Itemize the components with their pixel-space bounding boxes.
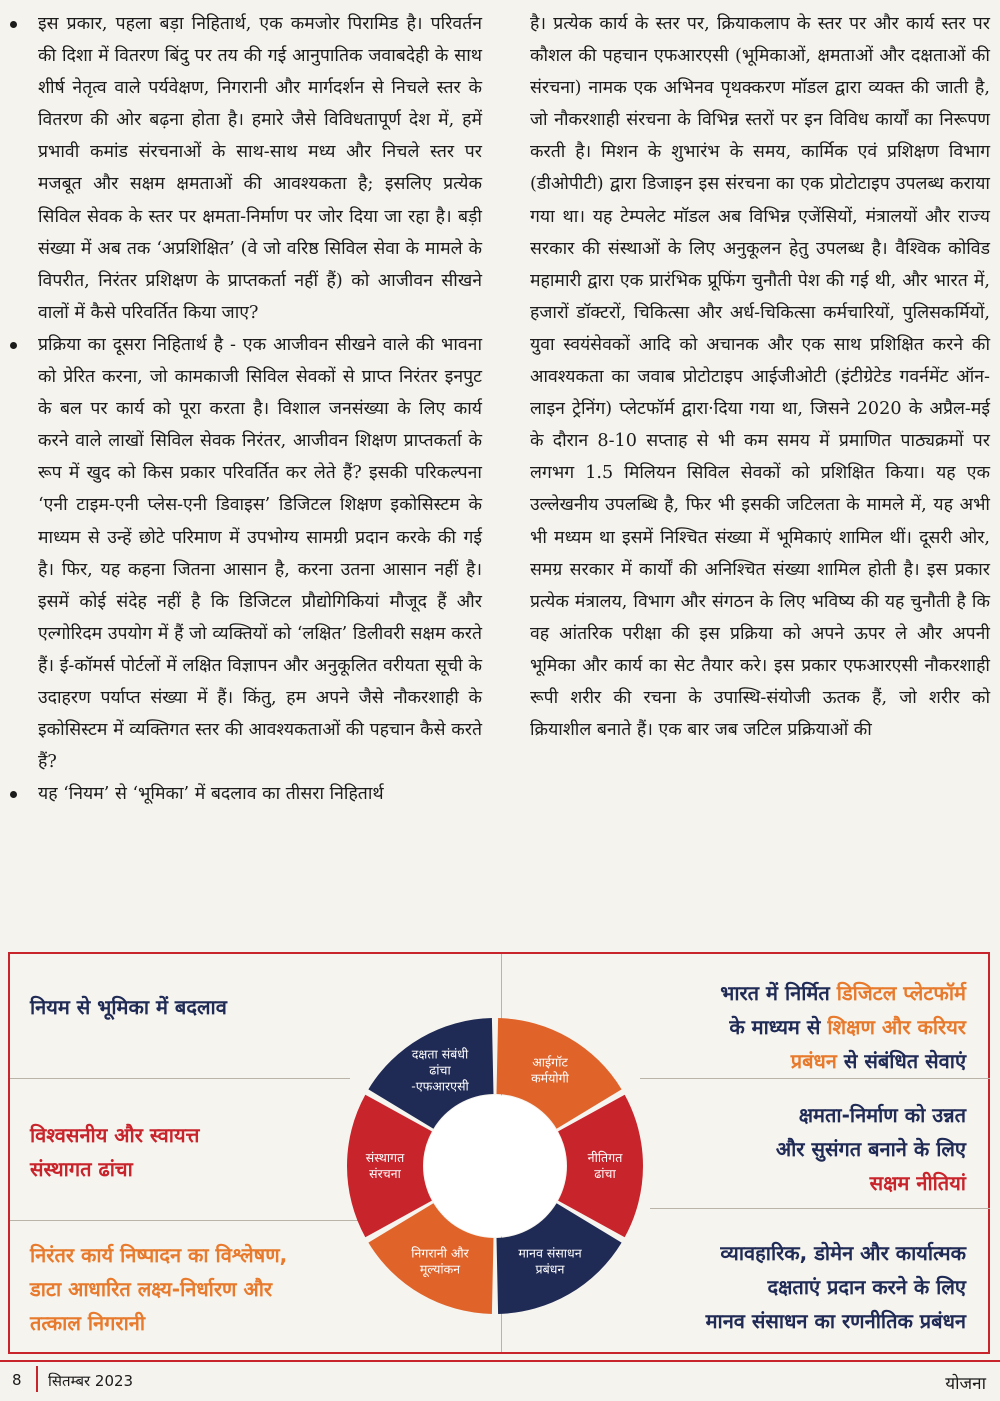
callout-performance-analysis	[30, 1238, 287, 1340]
callout-fragment: शिक्षण और करियर	[827, 1015, 966, 1039]
callout-line: क्षमता-निर्माण को उन्नत	[798, 1103, 966, 1127]
capacity-building-wheel	[345, 1016, 645, 1316]
bullet-dot	[10, 21, 17, 28]
callout-line: तत्काल निगरानी	[30, 1311, 146, 1335]
wheel-label-line: नीतिगत	[587, 1150, 623, 1165]
bullet-3-text: यह ‘नियम’ से ‘भूमिका’ में बदलाव का तीसरा निहितार्थ	[38, 784, 384, 805]
wheel-label-line: कर्मयोगी	[531, 1070, 569, 1086]
left-divider-1	[10, 1078, 350, 1079]
wheel-label-line: संरचना	[369, 1166, 401, 1181]
callout-line: दक्षताएं प्रदान करने के लिए	[767, 1275, 966, 1299]
footer-rule	[0, 1360, 1000, 1362]
callout-line: डाटा आधारित लक्ष्य-निर्धारण और	[30, 1277, 273, 1301]
footer-separator	[36, 1366, 38, 1392]
callout-line: सक्षम नीतियां	[869, 1171, 966, 1195]
wheel-label-line: आईगॉट	[532, 1054, 568, 1070]
callout-enabling-policies	[776, 1098, 966, 1200]
callout-institutional-framework	[30, 1118, 199, 1186]
callout-digital-platform	[720, 976, 966, 1078]
page-number: 8	[12, 1371, 22, 1389]
callout-fragment: प्रबंधन	[790, 1049, 837, 1073]
bullet-paragraph-2	[8, 329, 482, 778]
callout-line: और सुसंगत बनाने के लिए	[775, 1137, 966, 1161]
bullet-1-text: इस प्रकार, पहला बड़ा निहितार्थ, एक कमजोर पिरामिड है। परिवर्तन की दिशा में वितरण बिंदु पर तय की गई आनुपातिक जवाबदेही के साथ शीर्ष नेतृत्व वाले पर्यवेक्षण, निगरानी और मार्गदर्शन से निचले स्तर के वितरण की ओर बढ़ना होता है। हमारे जैसे विविधतापूर्ण देश में, हमें प्रभावी कमांड संरचनाओं के साथ-साथ मध्य और निचले स्तर पर मजबूत और सक्षम क्षमताओं की आवश्यकता है; इसलिए प्रत्येक सिविल सेवक के स्तर पर क्षमता-निर्माण पर जोर दिया जा रहा है। बड़ी संख्या में अब तक ‘अप्रशिक्षित’ (वे जो वरिष्ठ सिविल सेवा के मामले के विपरीत, निरंतर प्रशिक्षण के प्राप्तकर्ता नहीं हैं) को आजीवन सीखने वालों में कैसे परिवर्तित किया जाए?	[38, 14, 482, 323]
wheel-segment-label	[366, 1150, 405, 1181]
right-divider-1	[640, 1078, 990, 1079]
right-column	[530, 8, 990, 746]
callout-fragment: से संबंधित सेवाएं	[836, 1049, 966, 1073]
bullet-dot	[10, 791, 17, 798]
callout-hr-management	[706, 1236, 966, 1338]
wheel-label-line: मूल्यांकन	[419, 1261, 461, 1277]
callout-rule-to-role	[30, 990, 227, 1024]
infographic-box	[8, 952, 990, 1354]
callout-fragment: भारत में निर्मित	[720, 981, 837, 1005]
right-column-text: है। प्रत्येक कार्य के स्तर पर, क्रियाकलाप के स्तर पर और कार्य स्तर पर कौशल की पहचान एफआरएसी (भूमिकाओं, क्षमताओं और दक्षताओं की संरचना) नामक एक अभिनव पृथक्करण मॉडल द्वारा व्यक्त की जाती है, जो नौकरशाही संरचना के विभिन्न स्तरों पर इन विविध कार्यों का निरूपण करती है। मिशन के शुभारंभ के समय, कार्मिक एवं प्रशिक्षण विभाग (डीओपीटी) द्वारा डिजाइन इस संरचना का एक प्रोटोटाइप उपलब्ध कराया गया था। यह टेम्पलेट मॉडल अब विभिन्न एजेंसियों, मंत्रालयों और राज्य सरकार की संस्थाओं के लिए अनुकूलन हेतु उपलब्ध है। वैश्विक कोविड महामारी द्वारा एक प्रारंभिक प्रूफिंग चुनौती पेश की गई थी, और भारत में, हजारों डॉक्टरों, चिकित्सा और अर्ध-चिकित्सा कर्मचारियों, पुलिसकर्मियों, युवा स्वयंसेवकों आदि को अचानक और एक साथ प्रशिक्षित करने की आवश्यकता का जवाब प्रोटोटाइप आईजीओटी (इंटीग्रेटेड गवर्नमेंट ऑन-लाइन ट्रेनिंग) प्लेटफॉर्म द्वारा·दिया गया था, जिसने 2020 के अप्रैल-मई के दौरान 8-10 सप्ताह से भी कम समय में प्रमाणित पाठ्यक्रमों पर लगभग 1.5 मिलियन सिविल सेवकों को प्रशिक्षित किया। यह एक उल्लेखनीय उपलब्धि है, फिर भी इसकी जटिलता के मामले में, यह अभी भी मध्यम था इसमें निश्चित संख्या में भूमिकाएं शामिल थीं। दूसरी ओर, समग्र सरकार में कार्यों की अनिश्चित संख्या शामिल होती है। इस प्रकार प्रत्येक मंत्रालय, विभाग और संगठन के लिए भविष्य की यह चुनौती है कि वह आंतरिक परीक्षा की इस प्रक्रिया को अपने ऊपर ले और अपनी भूमिका और कार्य का सेट तैयार करे। इस प्रकार एफआरएसी नौकरशाही रूपी शरीर की रचना के उपास्थि-संयोजी ऊतक हैं, जो शरीर को क्रियाशील बनाते हैं। एक बार जब जटिल प्रक्रियाओं की	[530, 14, 990, 741]
bullet-paragraph-1	[8, 8, 482, 329]
callout-line: मानव संसाधन का रणनीतिक प्रबंधन	[705, 1309, 966, 1333]
wheel-center	[424, 1095, 566, 1237]
bullet-dot	[10, 342, 17, 349]
callout-line: नियम से भूमिका में बदलाव	[30, 995, 227, 1019]
callout-line: विश्वसनीय और स्वायत्त	[30, 1123, 200, 1147]
wheel-label-line: ढांचा	[429, 1062, 451, 1078]
wheel-label-line: प्रबंधन	[535, 1261, 565, 1277]
callout-fragment: डिजिटल प्लेटफॉर्म	[836, 981, 966, 1005]
wheel-segment-label	[531, 1055, 570, 1086]
callout-line: निरंतर कार्य निष्पादन का विश्लेषण,	[30, 1243, 288, 1267]
magazine-name: योजना	[945, 1374, 986, 1394]
wheel-label-line: संस्थागत	[365, 1150, 405, 1165]
callout-line	[720, 976, 966, 1010]
left-divider-2	[10, 1220, 360, 1221]
left-column	[8, 8, 482, 810]
callout-line: व्यावहारिक, डोमेन और कार्यात्मक	[720, 1241, 966, 1265]
callout-fragment: के माध्यम से	[729, 1015, 828, 1039]
callout-line	[720, 1010, 966, 1044]
bullet-2-text: प्रक्रिया का दूसरा निहितार्थ है - एक आजीवन सीखने वाले की भावना को प्रेरित करना, जो कामकाजी सिविल सेवकों से प्राप्त निरंतर इनपुट के बल पर कार्य को पूरा करता है। विशाल जनसंख्या के लिए कार्य करने वाले लाखों सिविल सेवक निरंतर, आजीवन शिक्षण प्राप्तकर्ता के रूप में खुद को किस प्रकार परिवर्तित कर लेते हैं? इसकी परिकल्पना ‘एनी टाइम-एनी प्लेस-एनी डिवाइस’ डिजिटल शिक्षण इकोसिस्टम के माध्यम से उन्हें छोटे परिमाण में उपभोग्य सामग्री प्रदान करके की गई है। फिर, यह कहना जितना आसान है, करना उतना आसान नहीं है। इसमें कोई संदेह नहीं है कि डिजिटल प्रौद्योगिकियां मौजूद हैं और एल्गोरिदम उपयोग में हैं जो व्यक्तियों को ‘लक्षित’ डिलीवरी सक्षम करते हैं। ई-कॉमर्स पोर्टलों में लक्षित विज्ञापन और अनुकूलित वरीयता सूची के उदाहरण पर्याप्त संख्या में हैं। किंतु, हम अपने जैसे नौकरशाही के इकोसिस्टम में व्यक्तिगत स्तर की आवश्यकताओं की पहचान कैसे करते हैं?	[38, 334, 482, 773]
bullet-paragraph-3	[8, 778, 482, 810]
issue-date: सितम्बर 2023	[48, 1372, 134, 1390]
callout-line: संस्थागत ढांचा	[30, 1157, 133, 1181]
wheel-label-line: -एफआरएसी	[411, 1078, 469, 1094]
wheel-label-line: मानव संसाधन	[518, 1245, 582, 1261]
wheel-label-line: ढांचा	[594, 1166, 616, 1181]
callout-line	[720, 1044, 966, 1078]
wheel-label-line: निगरानी और	[411, 1245, 469, 1261]
wheel-label-line: दक्षता संबंधी	[411, 1046, 469, 1062]
right-divider-2	[650, 1208, 990, 1209]
